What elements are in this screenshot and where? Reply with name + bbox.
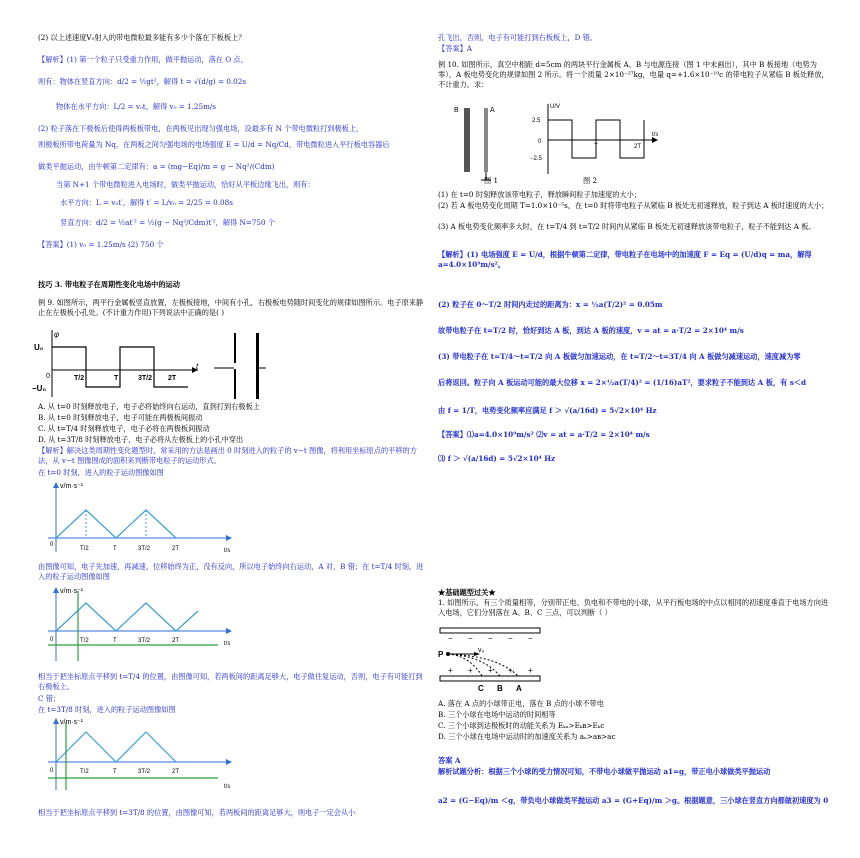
projectile-plates-figure — [438, 624, 548, 696]
solution-10-1: 【解析】(1) 电场强度 E = U/d，根据牛顿第二定律，带电粒子在电场中的加速度 F = Eq = (U/d)q = ma，解得 a=4.0×10⁹m/s²。 — [438, 250, 812, 269]
svg-text:−: − — [488, 634, 493, 643]
svg-text:U/V: U/V — [550, 104, 561, 110]
svg-text:2T: 2T — [168, 375, 177, 382]
question-10-3: (3) A 板电势变化频率多大时，在 t=T/4 到 t=T/2 时间内从紧临 B 板处无初速释放该带电粒子，粒子不能到达 A 板。 — [438, 222, 816, 231]
svg-text:T/2: T/2 — [80, 638, 89, 644]
problem-1-explanation-a: 解析试题分析：根据三个小球的受力情况可知，不带电小球做平抛运动 a1=g，带正电小球做类平抛运动 — [438, 767, 771, 776]
solution-10-2a: (2) 粒子在 0～T/2 时间内走过的距离为：x = ½a(T/2)² = 0.05m — [438, 300, 663, 309]
solution-1-line-c: 物体在水平方向：L/2 = v₀t，解得 v₀ = 1.25m/s — [56, 102, 217, 111]
svg-text:0: 0 — [50, 542, 54, 548]
figure-1-label: 图 1 — [484, 176, 499, 185]
problem-1-option-a: A. 落在 A 点的小球带正电，落在 B 点的小球不带电 — [438, 699, 604, 708]
option-b: B. 从 t=0 时刻释放电子，电子可能在两极板间振动 — [38, 413, 203, 422]
svg-text:−: − — [468, 634, 473, 643]
answer-10-b: ⑶ f ＞ √(a/16d) = 5√2×10⁴ Hz — [438, 454, 556, 463]
analysis-t-3eighths: 在 t=3T/8 时刻，进入的粒子运动图像如图 — [38, 705, 176, 714]
svg-text:−2.5: −2.5 — [530, 156, 542, 162]
svg-text:0: 0 — [46, 373, 50, 380]
svg-text:T/2: T/2 — [74, 375, 85, 382]
svg-text:+: + — [468, 666, 473, 675]
analysis-intro: 【解析】解决这类周期性变化题型时，常采用的方法是画出 0 时刻进入的粒子的 v−t 图像，将利用坐标原点的平移的方法，从 v−t 图像围成的面积来判断带电粒子的运动形式。 — [38, 446, 417, 465]
svg-text:3T/2: 3T/2 — [138, 546, 151, 552]
analysis-t-quarter: 由图像可知，电子先加速，再减速，位移始终为正，没有反向，所以电子始终向右运动，A 对，B 错；在 t=T/4 时刻，进入的粒子运动图像如图 — [38, 562, 424, 581]
svg-text:3T/2: 3T/2 — [138, 769, 151, 775]
question-10-1: (1) 在 t=0 时刻释放该带电粒子，释放瞬间粒子加速度的大小； — [438, 190, 642, 199]
solution-10-3c: 由 f = 1/T，电势变化频率应满足 f ＞ √(a/16d) = 5√2×10⁴ Hz — [438, 406, 657, 415]
problem-1-stem: 1. 如图所示，有三个质量相等，分别带正电、负电和不带电的小球，从平行板电场的中点以相同的初速度垂直于电场方向进入电场，它们分别落在 A、B、C 三点，可以判断（ ） — [438, 598, 829, 617]
svg-text:U₀: U₀ — [34, 343, 44, 352]
option-c: C. 从 t=T/4 时刻释放电子，电子必将在两极板间振动 — [38, 424, 210, 433]
svg-text:+: + — [448, 666, 453, 675]
svg-text:T: T — [113, 638, 117, 644]
analysis-t0: 在 t=0 时刻，进入的粒子运动图像如图 — [38, 468, 164, 477]
svg-text:A: A — [490, 107, 495, 114]
svg-text:−: − — [448, 634, 453, 643]
svg-text:v/m·s⁻¹: v/m·s⁻¹ — [60, 719, 84, 726]
svg-text:0: 0 — [50, 768, 54, 774]
option-d: D. 从 t=3T/8 时刻释放电子，电子必将从左极板上的小孔中穿出 — [38, 435, 244, 444]
svg-text:T: T — [594, 144, 598, 150]
solution-10-3a: (3) 带电粒子在 t=T/4～t=T/2 向 A 板做匀加速运动，在 t=T/2～t=3T/4 向 A 板做匀减速运动，速度减为零 — [438, 352, 801, 361]
svg-text:v₀: v₀ — [478, 647, 485, 654]
svg-text:T/2: T/2 — [80, 546, 89, 552]
svg-text:2.5: 2.5 — [532, 118, 541, 124]
svg-text:3T/2: 3T/2 — [138, 375, 153, 382]
solution-2-line-c: 做类平抛运动，由牛顿第二定律有：a = (mg−Eq)/m = g − Nq²/(Cdm) — [38, 162, 275, 171]
solution-2-line-a: (2) 粒子落在下极板后使得两板板带电，在两板见出现匀强电场，设最多有 N 个带电微粒打到极板上， — [38, 124, 364, 133]
option-a: A. 从 t=0 时刻释放电子，电子必将始终向右运动，直到打到右极板上 — [38, 402, 260, 411]
svg-text:−: − — [508, 634, 513, 643]
svg-text:T: T — [113, 769, 117, 775]
vt-graph-t0 — [38, 480, 238, 560]
solution-1-line-a: 【解析】(1) 第一个粒子只受重力作用，做平抛运动，落在 O 点， — [38, 55, 248, 64]
square-wave-figure — [32, 325, 268, 400]
svg-text:t/s: t/s — [224, 548, 231, 554]
voltage-figure-2 — [524, 100, 664, 180]
svg-text:+: + — [508, 666, 513, 675]
svg-text:T: T — [114, 375, 119, 382]
problem-1-option-c: C. 三个小球到达极板时的动能关系为 Eₖₐ>Eₖв>Eₖc — [438, 721, 605, 730]
solution-1-line-b: 则有：物体在竖直方向：d/2 = ½gt²，解得 t = √(d/g) = 0.02s — [38, 77, 247, 86]
analysis-c-wrong: C 错； — [38, 694, 61, 703]
svg-text:+: + — [488, 666, 493, 675]
svg-text:B: B — [454, 107, 459, 114]
question-10-2: (2) 若 A 板电势变化周期 T=1.0×10⁻⁵s，在 t=0 时将带电粒子从紧临 B 板处无初速释放，粒子到达 A 板时速度的大小； — [438, 201, 829, 210]
svg-text:A: A — [516, 684, 522, 693]
svg-text:2T: 2T — [172, 546, 180, 552]
problem-1-option-b: B. 三个小球在电场中运动的时间相等 — [438, 710, 556, 719]
svg-text:C: C — [478, 684, 484, 693]
svg-text:t/s: t/s — [652, 132, 659, 138]
svg-text:B: B — [497, 684, 503, 693]
svg-text:T: T — [113, 546, 117, 552]
svg-text:−: − — [528, 634, 533, 643]
svg-text:3T/2: 3T/2 — [138, 638, 151, 644]
analysis-shift-quarter: 相当于把坐标原点平移到 t=T/4 的位置，由图像可知，若两板间的距离足够大，电子做往复运动，否则，电子有可能打到右极板上。 — [38, 672, 423, 691]
vt-graph-t-quarter — [38, 585, 238, 667]
question-2: (2) 以上述速度V₀射入的带电微粒最多能有多少个落在下板板上？ — [38, 33, 246, 42]
figure-2-label: 图 2 — [583, 176, 598, 185]
svg-text:t/s: t/s — [224, 641, 231, 647]
svg-text:2T: 2T — [634, 144, 642, 150]
answer-example-9: 【答案】A — [438, 44, 472, 53]
analysis-shift-3eighths: 相当于把坐标原点平移到 t=3T/8 的位置，由图像可知，若两板间的距离足够大，则电子一定会从小 — [38, 808, 356, 817]
svg-text:+: + — [528, 666, 533, 675]
svg-text:2T: 2T — [172, 638, 180, 644]
problem-1-explanation-b: a2 = (G−Eq)/m ＜g，带负电小球做类平抛运动 a3 = (G+Eq)/m ＞g。根据题意，三小球在竖直方向都做初速度为 0 — [438, 796, 829, 805]
solution-2-line-f: 竖直方向：d/2 = ½at′² = ½(g − Nq²/Cdm)t′²，解得 N=750 个 — [60, 218, 275, 227]
svg-text:v/m·s⁻¹: v/m·s⁻¹ — [60, 588, 84, 595]
svg-text:P: P — [438, 650, 444, 659]
svg-text:0: 0 — [50, 637, 54, 643]
technique-heading: 技巧 3. 带电粒子在周期性变化电场中的运动 — [38, 280, 180, 289]
svg-text:0: 0 — [538, 139, 542, 145]
svg-text:φ: φ — [54, 330, 60, 339]
solution-2-line-b: 则极板所带电荷量为 Nq，在两板之间匀强电场的电场强度 E = U/d = Nq/Cd，带电微粒进入平行板电容器后 — [38, 140, 390, 149]
problem-1-answer: 答案 A — [438, 756, 461, 765]
example-10-stem: 例 10. 如图所示，真空中相距 d=5cm 的两块平行金属板 A、B 与电源连接（图 1 中未画出），其中 B 板接地（电势为零），A 板电势变化的规律如图 2 所示。将一个质量 2×10⁻²⁷kg，电量 q=+1.6×10⁻¹⁹c 的带电粒子从紧临 B 板处释放，不计重力。求： — [438, 60, 829, 89]
svg-text:v/m·s⁻¹: v/m·s⁻¹ — [60, 483, 84, 490]
solution-2-line-e: 水平方向：L = v₀t′，解得 t′ = L/v₀ = 2/25 = 0.08s — [60, 198, 233, 207]
svg-text:t: t — [196, 362, 199, 371]
example-9-stem: 例 9. 如图所示，两平行金属板竖直放置，左极板接地，中间有小孔，右极板电势随时间变化的规律如图所示。电子原来静止在左极板小孔处。(不计重力作用)下列说法中正确的是( ) — [38, 298, 424, 317]
solution-2-line-d: 当第 N+1 个带电微粒进入电场时，做类平抛运动，恰好从平板边缘飞出，则有： — [56, 180, 315, 189]
solution-10-2b: 故带电粒子在 t=T/2 时，恰好到达 A 板，到达 A 板的速度，v = at = a·T/2 = 2×10⁴ m/s — [438, 326, 744, 335]
svg-text:T/2: T/2 — [80, 769, 89, 775]
basic-section-heading: ★基础题型过关★ — [438, 588, 496, 597]
svg-text:t/s: t/s — [224, 784, 231, 790]
problem-1-option-d: D. 三个小球在电场中运动时的加速度关系为 aₐ>aв>ac — [438, 732, 616, 741]
answer-10-a: 【答案】⑴a=4.0×10⁹m/s² ⑵v = at = a·T/2 = 2×10⁴ m/s — [438, 430, 650, 439]
vt-graph-t-3eighths — [38, 716, 238, 796]
answer-1: 【答案】(1) v₀ = 1.25m/s (2) 750 个 — [38, 240, 164, 249]
solution-10-3b: 后将返回。粒子向 A 板运动可能的最大位移 x = 2×½a(T/4)² = (1/16)aT²，要求粒子不能到达 A 板，有 s＜d — [438, 378, 807, 387]
svg-text:−U₀: −U₀ — [32, 384, 47, 393]
svg-text:2T: 2T — [172, 769, 180, 775]
plates-figure-1 — [448, 100, 508, 190]
analysis-continued: 孔飞出，否则，电子有可能打到右板板上，D 错。 — [438, 33, 597, 42]
